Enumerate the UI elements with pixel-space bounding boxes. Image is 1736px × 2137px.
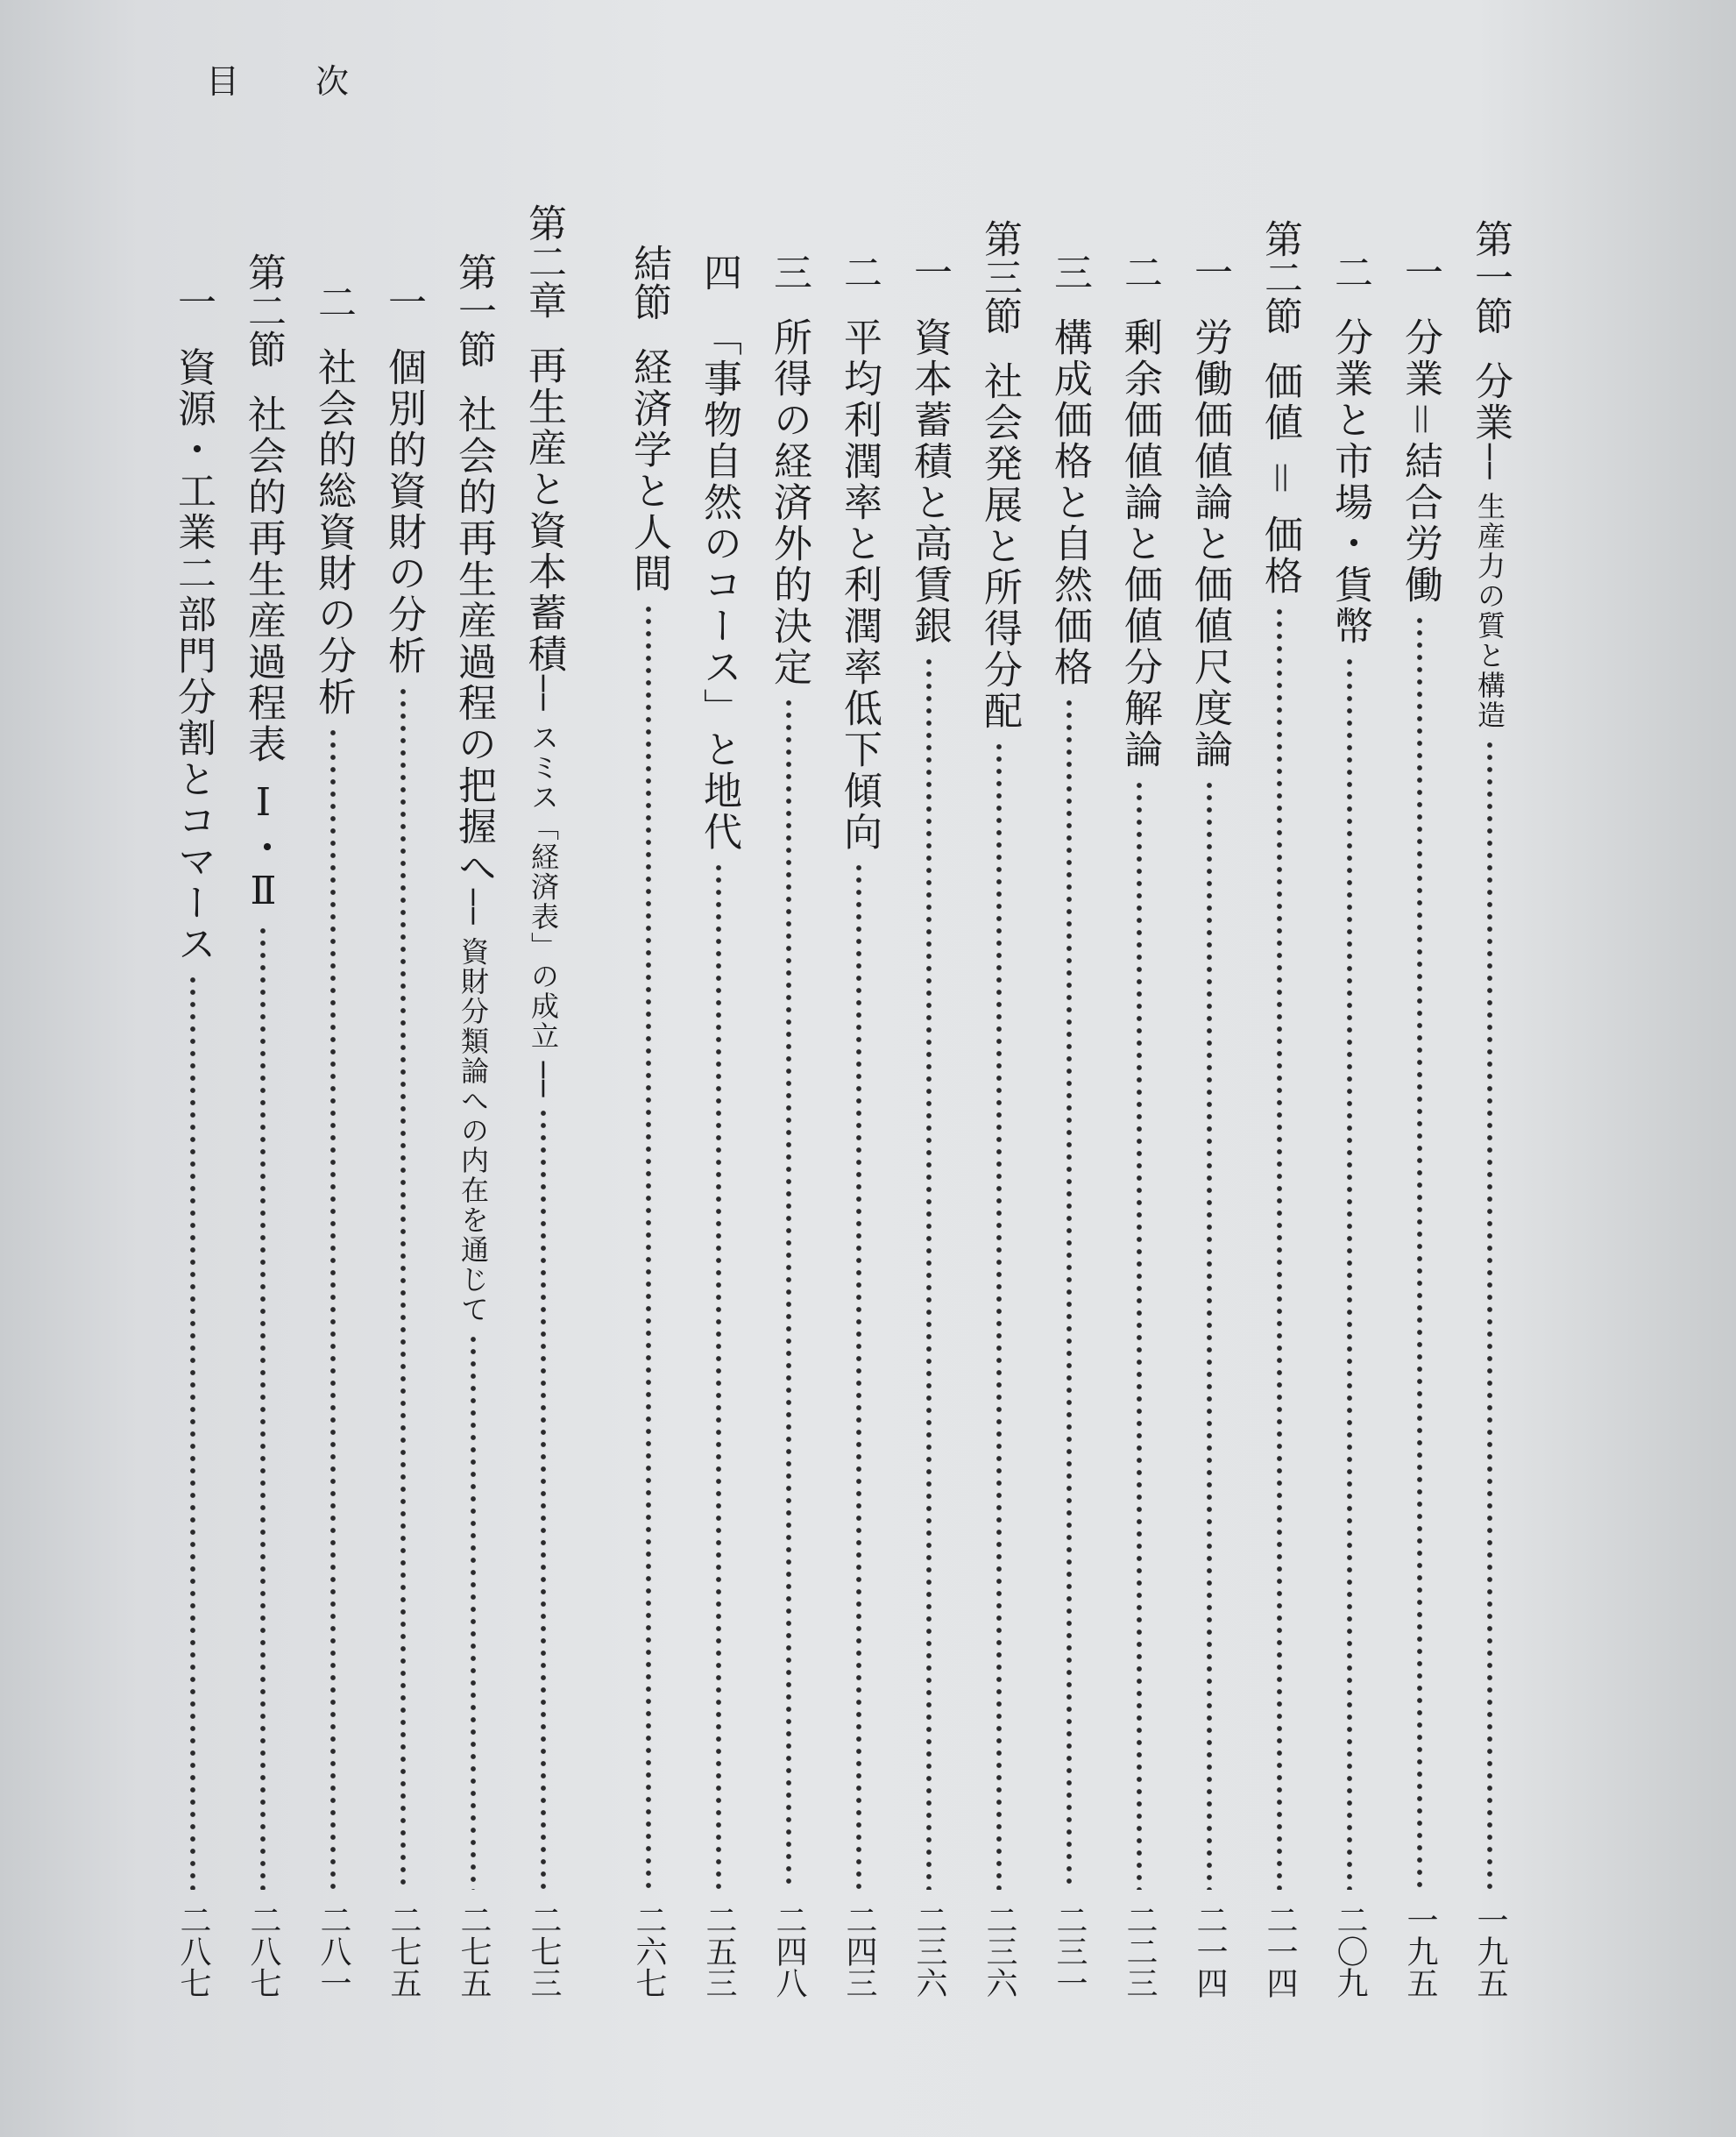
- header-char-right: 次: [315, 62, 351, 101]
- toc-entry: [237, 252, 289, 1999]
- dot-leader: [762, 697, 815, 1890]
- entry-title: 分業＝結合労働: [1398, 317, 1442, 606]
- entry-title: 資源・工業二部門分割とコマース: [171, 347, 216, 965]
- toc-entry: [447, 252, 500, 1999]
- entry-page-number: 二八一: [315, 1904, 351, 1999]
- toc-entry: [973, 219, 1025, 1999]
- dot-leader: [622, 603, 675, 1890]
- entry-page-number: 二三一: [1052, 1904, 1088, 1999]
- entry-title: 価値 ＝ 価格: [1258, 361, 1302, 597]
- entry-page-number: 二一四: [1192, 1904, 1228, 1999]
- entry-title: 分業: [1468, 361, 1513, 444]
- entry-title: 分業と市場・貨幣: [1328, 317, 1372, 647]
- dot-leader: [833, 862, 885, 1890]
- entry-title: 経済学と人間: [627, 347, 671, 594]
- entry-page-number: 一九五: [1472, 1904, 1508, 1999]
- dot-leader: [1113, 779, 1166, 1890]
- toc-entry: [167, 282, 219, 1999]
- dot-leader: [973, 741, 1025, 1890]
- entry-page-number: 二七五: [456, 1904, 492, 1999]
- entry-title: 構成価格と自然価格: [1047, 317, 1092, 688]
- toc-entry: [1043, 252, 1095, 1999]
- entry-number: 一: [1187, 252, 1232, 291]
- toc-entry: [622, 244, 675, 1999]
- entry-title: 再生産と資本蓄積: [521, 345, 566, 675]
- dot-leader: [1323, 656, 1376, 1890]
- toc-entry: [1463, 219, 1516, 1999]
- toc-entry: [762, 252, 815, 1999]
- entry-page-number: 二二三: [1122, 1904, 1158, 1999]
- entry-page-number: 二六七: [631, 1904, 667, 1999]
- entry-page-number: 二三六: [911, 1904, 947, 1999]
- entry-number: 一: [1398, 252, 1442, 291]
- toc-entry: [1393, 252, 1446, 1999]
- entry-page-number: 二七五: [386, 1904, 422, 1999]
- entry-page-number: 二四八: [771, 1904, 807, 1999]
- entry-number: 二: [311, 282, 356, 321]
- toc-entry: [517, 203, 570, 1999]
- toc-entry: [833, 252, 885, 1999]
- entry-subtitle: ── 生産力の質と構造: [1473, 444, 1506, 730]
- entry-page-number: 一九五: [1402, 1904, 1438, 1999]
- entry-title: 資本蓄積と高賃銀: [907, 317, 952, 647]
- entry-page-number: 二八七: [175, 1904, 211, 1999]
- entry-page-number: 二八七: [245, 1904, 281, 1999]
- entry-title: 剰余価値論と価値分解論: [1117, 317, 1162, 770]
- dot-leader: [517, 1107, 570, 1890]
- toc-entry: [1253, 219, 1306, 1999]
- entry-page-number: 二七三: [526, 1904, 562, 1999]
- entry-number: 第二節: [1258, 219, 1302, 335]
- entry-title: 所得の経済外的決定: [767, 317, 811, 688]
- toc-entry: [307, 282, 359, 1999]
- dot-leader: [903, 656, 955, 1890]
- dot-leader: [447, 1333, 500, 1890]
- entry-subtitle: ── 資財分類論への内在を通じて: [457, 889, 490, 1324]
- entry-title: 「事物自然のコース」と地代: [697, 317, 741, 853]
- entry-title: 社会的再生産過程の把握へ: [451, 394, 496, 889]
- toc-entry: [1183, 252, 1236, 1999]
- toc-entry: [903, 252, 955, 1999]
- entry-subtitle: ── スミス「経済表」の成立 ──: [527, 675, 560, 1099]
- entry-number: 一: [907, 252, 952, 291]
- entry-number: 四: [697, 252, 741, 291]
- entry-title: 社会的再生産過程表 Ⅰ・Ⅱ: [241, 394, 286, 916]
- entry-page-number: 二四三: [841, 1904, 877, 1999]
- toc-entry: [692, 252, 745, 1999]
- entry-page-number: 二一四: [1262, 1904, 1298, 1999]
- entry-number: 一: [171, 282, 216, 321]
- entry-page-number: 二五三: [701, 1904, 737, 1999]
- dot-leader: [692, 862, 745, 1890]
- entry-page-number: 二三六: [981, 1904, 1017, 1999]
- entry-number: 一: [381, 282, 426, 321]
- dot-leader: [307, 727, 359, 1890]
- dot-leader: [377, 685, 429, 1890]
- dot-leader: [1253, 606, 1306, 1890]
- entry-page-number: 二〇九: [1332, 1904, 1368, 1999]
- header-char-left: 目: [206, 62, 242, 101]
- entry-title: 労働価値論と価値尺度論: [1187, 317, 1232, 770]
- entry-title: 社会発展と所得分配: [977, 361, 1022, 732]
- entry-number: 第二章: [521, 203, 566, 319]
- entry-number: 二: [1117, 252, 1162, 291]
- dot-leader: [1043, 697, 1095, 1890]
- entry-number: 第三節: [977, 219, 1022, 335]
- entry-number: 三: [1047, 252, 1092, 291]
- entry-number: 二: [837, 252, 882, 291]
- toc-entry: [1323, 252, 1376, 1999]
- entry-number: 第一節: [451, 252, 496, 368]
- dot-leader: [237, 925, 289, 1890]
- entry-number: 二: [1328, 252, 1372, 291]
- dot-leader: [167, 974, 219, 1890]
- dot-leader: [1183, 779, 1236, 1890]
- entry-number: 結節: [627, 244, 671, 321]
- entry-number: 第二節: [241, 252, 286, 368]
- entry-number: 三: [767, 252, 811, 291]
- dot-leader: [1463, 739, 1516, 1890]
- entry-title: 個別的資財の分析: [381, 347, 426, 677]
- entry-title: 社会的総資財の分析: [311, 347, 356, 718]
- entry-number: 第一節: [1468, 219, 1513, 335]
- dot-leader: [1393, 614, 1446, 1890]
- toc-entry: [1113, 252, 1166, 1999]
- entry-title: 平均利潤率と利潤率低下傾向: [837, 317, 882, 853]
- toc-entry: [377, 282, 429, 1999]
